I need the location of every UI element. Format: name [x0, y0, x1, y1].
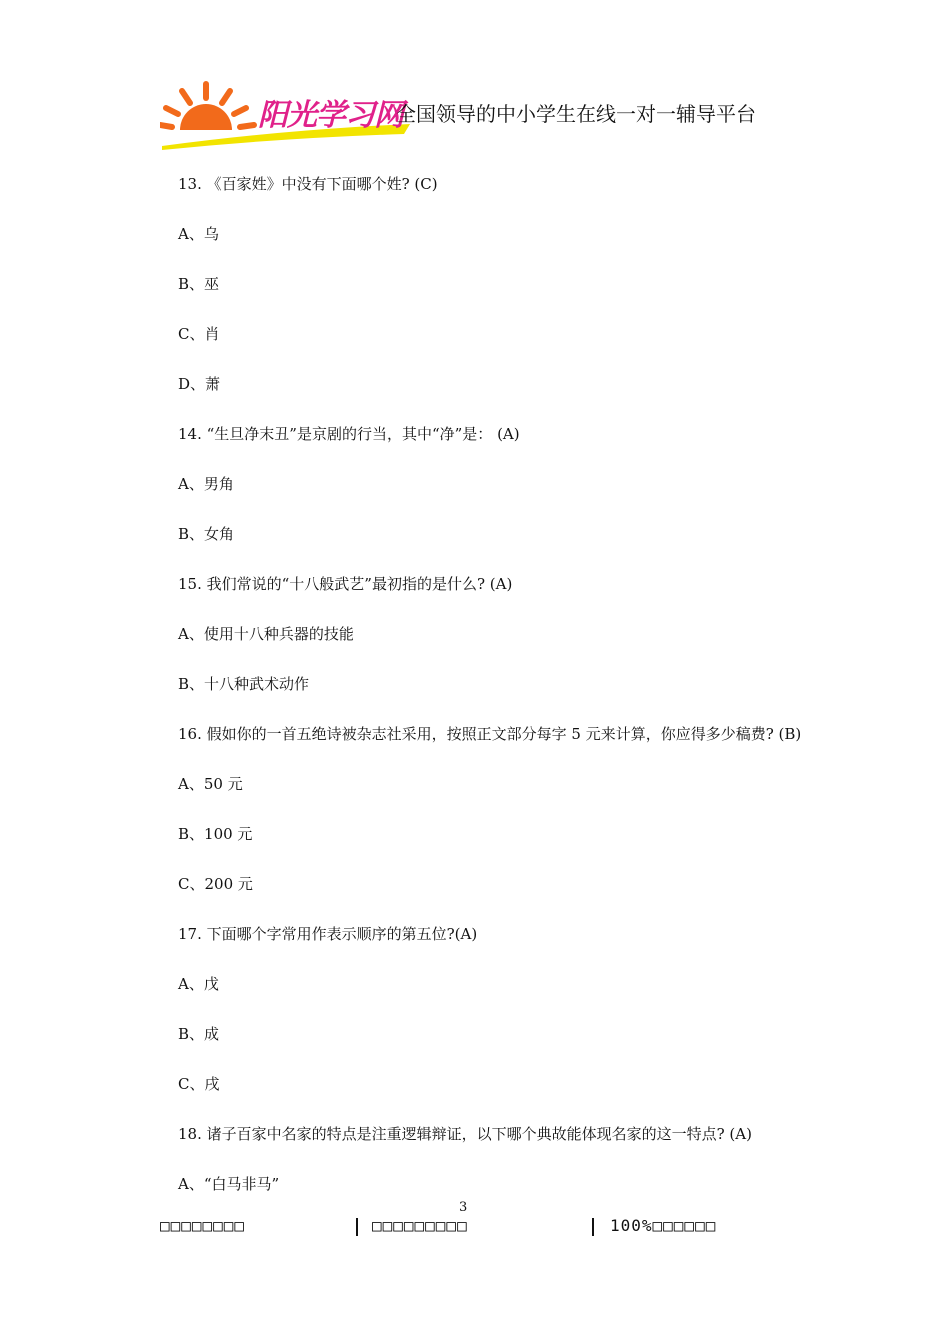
page-footer	[160, 1216, 800, 1242]
question-16: 16. 假如你的一首五绝诗被杂志社采用，按照正文部分每字 5 元来计算，你应得多少稿费? (B)	[178, 725, 802, 743]
option-16c: C、200 元	[178, 875, 253, 893]
question-14: 14. “生旦净末丑”是京剧的行当，其中“净”是： (A)	[178, 425, 520, 443]
option-17b: B、成	[178, 1025, 220, 1043]
option-13c: C、肖	[178, 325, 220, 343]
footer-left-text: □□□□□□□□	[160, 1216, 246, 1235]
option-17a: A、戊	[178, 975, 219, 993]
question-15: 15. 我们常说的“十八般武艺”最初指的是什么? (A)	[178, 575, 513, 593]
option-14a: A、男角	[178, 475, 234, 493]
option-18a: A、“白马非马”	[178, 1175, 280, 1193]
question-13: 13. 《百家姓》中没有下面哪个姓? (C)	[178, 175, 438, 193]
sun-logo	[160, 72, 420, 152]
page-number: 3	[459, 1200, 468, 1215]
page-header	[160, 72, 820, 152]
quiz-content	[145, 172, 815, 1222]
footer-right-text: 100%□□□□□□	[610, 1216, 717, 1235]
option-14b: B、女角	[178, 525, 235, 543]
question-17: 17. 下面哪个字常用作表示顺序的第五位?(A)	[178, 925, 478, 943]
option-16a: A、50 元	[178, 775, 243, 793]
question-18: 18. 诸子百家中名家的特点是注重逻辑辩证，以下哪个典故能体现名家的这一特点? (A)	[178, 1125, 752, 1143]
footer-divider	[592, 1218, 594, 1236]
option-15b: B、十八种武术动作	[178, 675, 310, 693]
option-16b: B、100 元	[178, 825, 253, 843]
footer-middle-text: □□□□□□□□□	[372, 1216, 468, 1235]
header-slogan: 全国领导的中小学生在线一对一辅导平台	[396, 102, 756, 126]
option-13d: D、萧	[178, 375, 221, 393]
option-13b: B、巫	[178, 275, 220, 293]
option-13a: A、乌	[178, 225, 219, 243]
footer-divider	[356, 1218, 358, 1236]
option-17c: C、戌	[178, 1075, 220, 1093]
option-15a: A、使用十八种兵器的技能	[178, 625, 354, 643]
logo-text: 阳光学习网	[258, 98, 403, 133]
